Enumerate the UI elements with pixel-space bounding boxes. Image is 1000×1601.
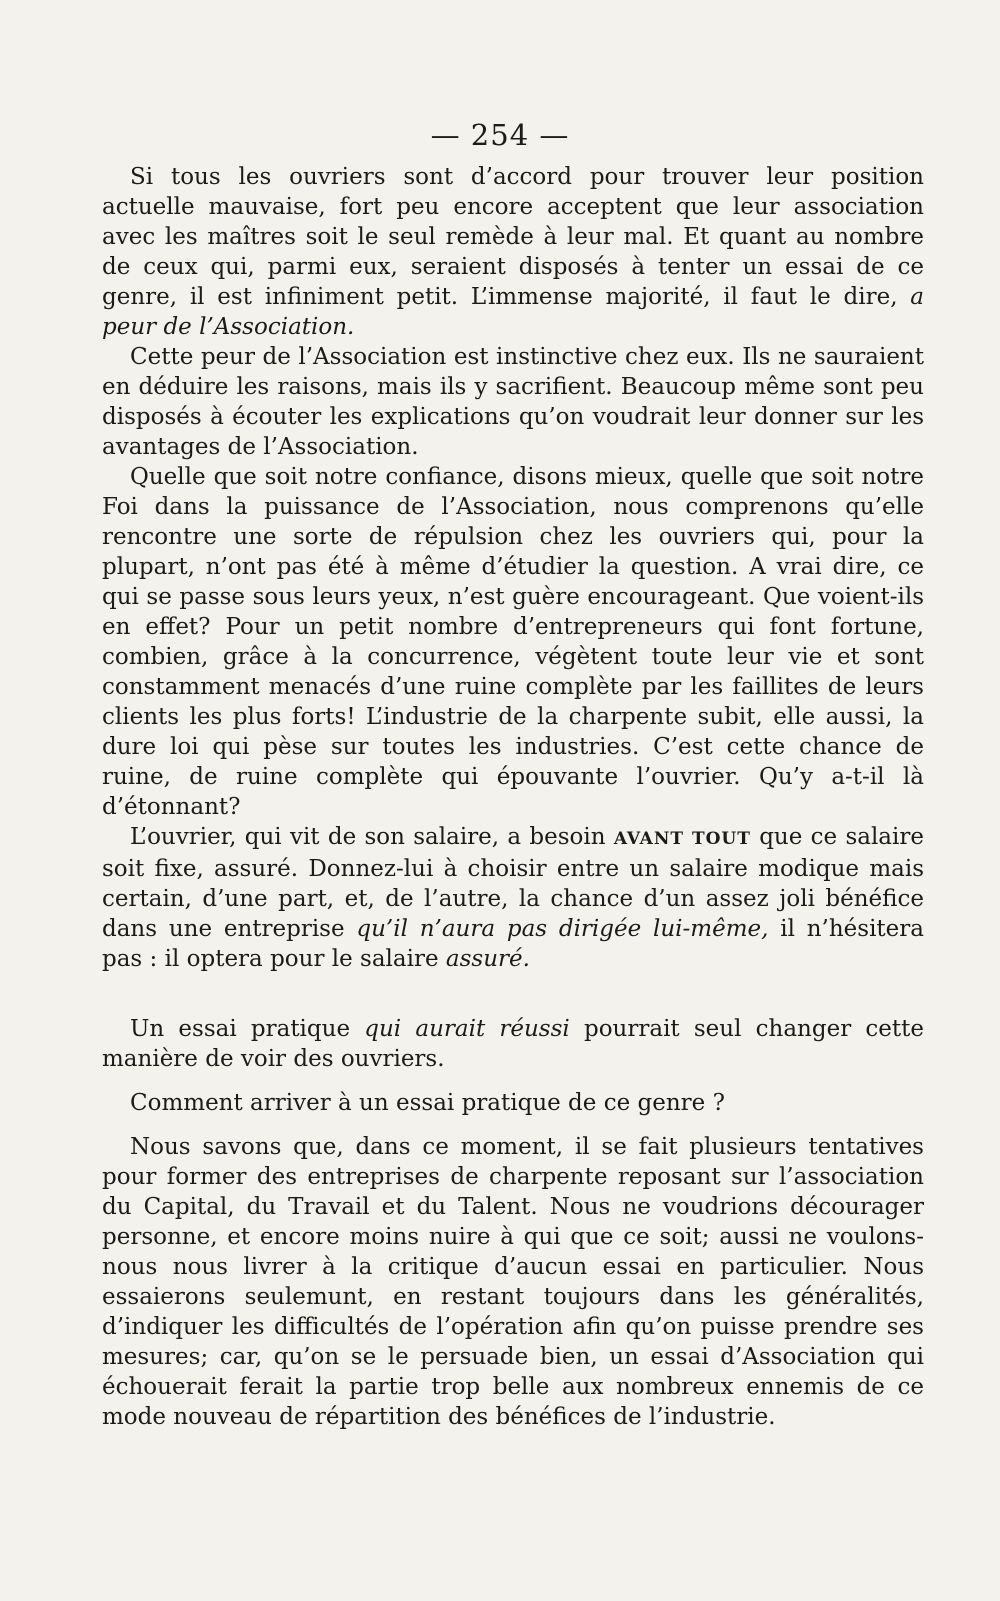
paragraph-4-italic-a: qu’il n’aura pas dirigée lui-même,	[356, 916, 769, 942]
paragraph-4	[102, 822, 924, 974]
paragraph-4-text-b: que ce salaire soit fixe, assuré. Donnez-lui à choisir entre un salaire modique mais certain, d’une part, et, de l’autre, la chance d’un assez joli bénéfice dans une entreprise	[102, 824, 924, 942]
paragraph-4-text-c: il n’hésitera pas : il optera pour le salaire	[102, 916, 924, 972]
paragraph-1	[102, 162, 924, 342]
paragraph-5	[102, 1014, 924, 1074]
paragraph-5-text-b: pourrait seul changer cette manière de voir des ouvriers.	[102, 1016, 924, 1072]
paragraph-5-text-a: Un essai pratique	[130, 1016, 365, 1042]
paragraph-4-small-caps: AVANT TOUT	[613, 829, 751, 849]
paragraph-6: Comment arriver à un essai pratique de ce genre ?	[130, 1090, 725, 1116]
page-number: — 254 —	[430, 118, 570, 152]
paragraph-4-italic-b: assuré.	[445, 946, 530, 972]
page-body	[102, 162, 924, 1432]
paragraph-2: Cette peur de l’Association est instinctive chez eux. Ils ne sauraient en déduire les raisons, mais ils y sacrifient. Beaucoup même sont peu disposés à écouter les explications qu’on voudrait leur donner sur les avantages de l’Association.	[102, 344, 924, 460]
paragraph-1-text: Si tous les ouvriers sont d’accord pour trouver leur position actuelle mauvaise, fort peu encore acceptent que leur association avec les maîtres soit le seul remède à leur mal. Et quant au nombre de ceux qui, parmi eux, seraient disposés à tenter un essai de ce genre, il est infiniment petit. L’immense majorité, il faut le dire,	[102, 164, 924, 310]
paragraph-4-text-a: L’ouvrier, qui vit de son salaire, a besoin	[130, 824, 614, 850]
paragraph-7: Nous savons que, dans ce moment, il se fait plusieurs tentatives pour former des entreprises de charpente reposant sur l’association du Capital, du Travail et du Talent. Nous ne voudrions décourager personne, et encore moins nuire à qui que ce soit; aussi ne voulons-nous nous livrer à la critique d’aucun essai en particulier. Nous essaierons seulemunt, en restant toujours dans les généralités, d’indiquer les difficultés de l’opération afin qu’on puisse prendre ses mesures; car, qu’on se le persuade bien, un essai d’Association qui échouerait ferait la partie trop belle aux nombreux ennemis de ce mode nouveau de répartition des bénéfices de l’industrie.	[102, 1134, 924, 1430]
paragraph-3: Quelle que soit notre confiance, disons mieux, quelle que soit notre Foi dans la puissance de l’Association, nous comprenons qu’elle rencontre une sorte de répulsion chez les ouvriers qui, pour la plupart, n’ont pas été à même d’étudier la question. A vrai dire, ce qui se passe sous leurs yeux, n’est guère encourageant. Que voient-ils en effet? Pour un petit nombre d’entrepreneurs qui font fortune, combien, grâce à la concurrence, végètent toute leur vie et sont constamment menacés d’une ruine complète par les faillites de leurs clients les plus forts! L’industrie de la charpente subit, elle aussi, la dure loi qui pèse sur toutes les industries. C’est cette chance de ruine, de ruine complète qui épouvante l’ouvrier. Qu’y a-t-il là d’étonnant?	[102, 464, 924, 820]
paragraph-1-italic: a peur de l’Association.	[102, 284, 924, 340]
paragraph-5-italic: qui aurait réussi	[364, 1016, 570, 1042]
